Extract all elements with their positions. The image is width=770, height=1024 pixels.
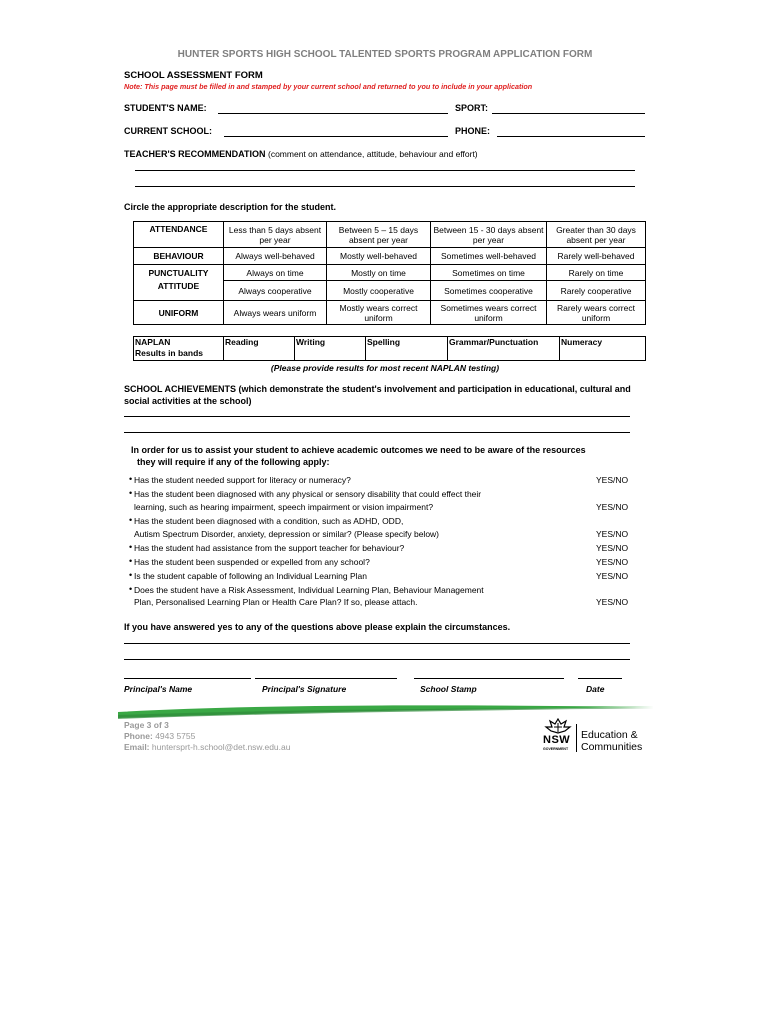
option-cell[interactable]: Mostly on time [327, 265, 431, 281]
circle-instruction: Circle the appropriate description for the student. [124, 202, 337, 212]
phone-label: PHONE: [455, 126, 491, 136]
sport-field[interactable] [492, 113, 645, 114]
option-cell[interactable]: Rarely wears correct uniform [547, 301, 646, 325]
answer-6[interactable]: YES/NO [596, 571, 629, 581]
email-footer-label: Email: [124, 742, 150, 752]
school-stamp-label: School Stamp [420, 684, 477, 694]
page-number: Page 3 of 3 [124, 720, 169, 730]
answer-1[interactable]: YES/NO [596, 475, 629, 485]
bullet-icon: • [129, 488, 133, 498]
form-note: Note: This page must be filled in and stamped by your current school and returned to you to include in your application [124, 82, 533, 91]
option-cell[interactable]: Mostly wears correct uniform [327, 301, 431, 325]
option-cell[interactable]: Greater than 30 days absent per year [547, 222, 646, 248]
answer-5[interactable]: YES/NO [596, 557, 629, 567]
current-school-field[interactable] [224, 136, 448, 137]
naplan-label: NAPLAN [135, 337, 171, 347]
waratah-icon [544, 718, 572, 734]
achievements-line-2[interactable] [124, 432, 630, 433]
naplan-sublabel: Results in bands [135, 348, 204, 358]
naplan-label-cell [134, 337, 224, 361]
principal-name-field[interactable] [124, 678, 251, 679]
achievements-label: SCHOOL ACHIEVEMENTS (which demonstrate the student's involvement and participation in educational, cultural and social activities at the school) [124, 384, 631, 406]
logo-line-1: Education & [581, 729, 638, 741]
explain-label: If you have answered yes to any of the questions above please explain the circumstances. [124, 622, 511, 632]
option-cell[interactable]: Less than 5 days absent per year [224, 222, 327, 248]
question-1: Has the student needed support for literacy or numeracy? [134, 475, 351, 485]
assessment-row-attitude [134, 281, 646, 301]
achievements-line-1[interactable] [124, 416, 630, 417]
row-label: ATTENDANCE [134, 222, 224, 248]
logo-line-2: Communities [581, 741, 643, 753]
assessment-row-behaviour [134, 248, 646, 265]
assessment-row-uniform [134, 301, 646, 325]
option-cell[interactable]: Rarely on time [547, 265, 646, 281]
answer-4[interactable]: YES/NO [596, 543, 629, 553]
phone-footer-label: Phone: [124, 731, 153, 741]
row-label: BEHAVIOUR [134, 248, 224, 265]
assessment-row-punctuality [134, 265, 646, 281]
footer-email[interactable]: huntersprt-h.school@det.nsw.edu.au [151, 742, 291, 752]
principal-signature-label: Principal's Signature [262, 684, 347, 694]
green-swoosh-divider [118, 698, 654, 720]
option-cell[interactable]: Mostly cooperative [327, 281, 431, 301]
row-label: PUNCTUALITY [134, 265, 224, 281]
naplan-grammar[interactable]: Grammar/Punctuation [448, 337, 560, 361]
option-cell[interactable]: Always cooperative [224, 281, 327, 301]
naplan-spelling[interactable]: Spelling [366, 337, 448, 361]
option-cell[interactable]: Sometimes cooperative [431, 281, 547, 301]
bullet-icon: • [129, 556, 133, 566]
naplan-caption: (Please provide results for most recent NAPLAN testing) [270, 363, 500, 373]
nsw-wordmark: NSW [543, 734, 571, 746]
question-7-line-1: Does the student have a Risk Assessment, Individual Learning Plan, Behaviour Management [134, 585, 484, 595]
teacher-recommendation-line-1[interactable] [135, 170, 635, 171]
explain-line-1[interactable] [124, 643, 630, 644]
explain-line-2[interactable] [124, 659, 630, 660]
option-cell[interactable]: Rarely well-behaved [547, 248, 646, 265]
option-cell[interactable]: Sometimes on time [431, 265, 547, 281]
question-2-line-1: Has the student been diagnosed with any physical or sensory disability that could effect their [134, 489, 482, 499]
question-5: Has the student been suspended or expelled from any school? [134, 557, 370, 567]
document-header: HUNTER SPORTS HIGH SCHOOL TALENTED SPORTS PROGRAM APPLICATION FORM [177, 49, 593, 60]
naplan-reading[interactable]: Reading [224, 337, 295, 361]
logo-divider [576, 724, 577, 752]
option-cell[interactable]: Sometimes wears correct uniform [431, 301, 547, 325]
student-name-label: STUDENT'S NAME: [124, 103, 207, 113]
row-label: UNIFORM [134, 301, 224, 325]
principal-name-label: Principal's Name [124, 684, 193, 694]
resources-intro-1: In order for us to assist your student to achieve academic outcomes we need to be aware of the resources [131, 445, 586, 455]
naplan-writing[interactable]: Writing [295, 337, 366, 361]
bullet-icon: • [129, 542, 133, 552]
bullet-icon: • [129, 515, 133, 525]
answer-3[interactable]: YES/NO [596, 529, 629, 539]
option-cell[interactable]: Always well-behaved [224, 248, 327, 265]
student-name-field[interactable] [218, 113, 448, 114]
question-7-line-2: Plan, Personalised Learning Plan or Health Care Plan? If so, please attach. [134, 597, 418, 607]
footer-phone: 4943 5755 [155, 731, 196, 741]
sport-label: SPORT: [455, 103, 489, 113]
bullet-icon: • [129, 474, 133, 484]
option-cell[interactable]: Between 5 – 15 days absent per year [327, 222, 431, 248]
resources-intro-2: they will require if any of the following apply: [137, 457, 330, 467]
date-field[interactable] [578, 678, 622, 679]
option-cell[interactable]: Always wears uniform [224, 301, 327, 325]
phone-field[interactable] [497, 136, 645, 137]
naplan-table [133, 336, 646, 361]
logo-text [581, 729, 642, 753]
naplan-numeracy[interactable]: Numeracy [560, 337, 646, 361]
form-title: SCHOOL ASSESSMENT FORM [124, 70, 263, 81]
option-cell[interactable]: Between 15 - 30 days absent per year [431, 222, 547, 248]
bullet-icon: • [129, 570, 133, 580]
principal-signature-field[interactable] [255, 678, 397, 679]
question-2-line-2: learning, such as hearing impairment, speech impairment or vision impairment? [134, 502, 434, 512]
question-3-line-2: Autism Spectrum Disorder, anxiety, depression or similar? (Please specify below) [134, 529, 440, 539]
option-cell[interactable]: Sometimes well-behaved [431, 248, 547, 265]
bullet-icon: • [129, 584, 133, 594]
question-3-line-1: Has the student been diagnosed with a condition, such as ADHD, ODD, [134, 516, 404, 526]
nsw-education-logo [541, 718, 656, 754]
teacher-recommendation-label: TEACHER'S RECOMMENDATION (comment on attendance, attitude, behaviour and effort) [124, 149, 478, 159]
assessment-table [133, 221, 646, 325]
answer-2[interactable]: YES/NO [596, 502, 629, 512]
question-4: Has the student had assistance from the support teacher for behaviour? [134, 543, 405, 553]
school-stamp-field[interactable] [414, 678, 564, 679]
option-cell[interactable]: Always on time [224, 265, 327, 281]
footer [124, 720, 290, 753]
nsw-government: GOVERNMENT [543, 747, 569, 751]
option-cell[interactable]: Rarely cooperative [547, 281, 646, 301]
date-label: Date [586, 684, 605, 694]
assessment-row-attendance [134, 222, 646, 248]
teacher-recommendation-line-2[interactable] [135, 186, 635, 187]
question-6: Is the student capable of following an Individual Learning Plan [134, 571, 367, 581]
answer-7[interactable]: YES/NO [596, 597, 629, 607]
row-label: ATTITUDE [134, 281, 224, 301]
current-school-label: CURRENT SCHOOL: [124, 126, 212, 136]
option-cell[interactable]: Mostly well-behaved [327, 248, 431, 265]
